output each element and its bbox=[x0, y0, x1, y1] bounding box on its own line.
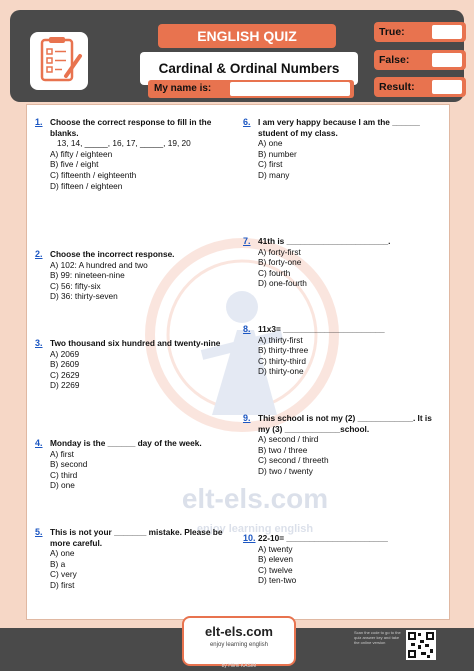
option-a[interactable]: A) first bbox=[50, 448, 74, 459]
option-a[interactable]: A) one bbox=[50, 548, 75, 559]
question-9 bbox=[243, 413, 441, 477]
option-d[interactable]: D) 2269 bbox=[50, 380, 80, 391]
option-a[interactable]: A) thirty-first bbox=[258, 334, 303, 345]
name-row bbox=[148, 80, 354, 98]
true-score-row bbox=[374, 22, 466, 42]
option-a[interactable]: A) fifty / eighteen bbox=[50, 148, 113, 159]
question-sequence: 13, 14, _____, 16, 17, _____, 19, 20 bbox=[57, 138, 191, 149]
option-d[interactable]: D) many bbox=[258, 169, 290, 180]
option-b[interactable]: B) 99: nineteen-nine bbox=[50, 270, 125, 281]
footer-note: Scan the code to go to the quiz answer key and take the online version bbox=[354, 630, 401, 645]
result-score-input[interactable] bbox=[432, 80, 462, 94]
option-a[interactable]: A) second / third bbox=[258, 434, 319, 445]
option-b[interactable]: B) two / three bbox=[258, 444, 308, 455]
option-d[interactable]: D) one bbox=[50, 480, 75, 491]
question-stem: 11x3= ______________________ bbox=[258, 324, 385, 334]
qr-code-icon[interactable] bbox=[406, 630, 436, 660]
true-score-input[interactable] bbox=[432, 25, 462, 39]
false-score-row bbox=[374, 50, 466, 70]
question-4 bbox=[35, 438, 235, 491]
footer-author: by Hilmi KASIM bbox=[221, 663, 257, 669]
question-2 bbox=[35, 249, 235, 302]
false-label: False: bbox=[379, 54, 410, 66]
option-d[interactable]: D) 36: thirty-seven bbox=[50, 291, 118, 302]
question-stem: Choose the correct response to fill in the blanks. bbox=[50, 117, 212, 138]
option-c[interactable]: C) third bbox=[50, 469, 78, 480]
option-a[interactable]: A) 102: A hundred and two bbox=[50, 259, 148, 270]
option-c[interactable]: C) fourth bbox=[258, 267, 291, 278]
question-3 bbox=[35, 338, 221, 391]
option-b[interactable]: B) thirty-three bbox=[258, 345, 309, 356]
option-d[interactable]: D) thirty-one bbox=[258, 366, 304, 377]
question-stem: This is not your _______ mistake. Please be more careful. bbox=[50, 527, 223, 548]
quiz-title: ENGLISH QUIZ bbox=[158, 24, 336, 48]
footer-tagline: enjoy learning english bbox=[209, 642, 269, 648]
question-stem: Choose the incorrect response. bbox=[50, 249, 175, 259]
question-number: 1. bbox=[35, 117, 43, 127]
option-d[interactable]: D) one-fourth bbox=[258, 278, 307, 289]
option-c[interactable]: C) twelve bbox=[258, 564, 293, 575]
question-number: 4. bbox=[35, 438, 43, 448]
option-a[interactable]: A) forty-first bbox=[258, 246, 301, 257]
question-stem: 22-10= ______________________ bbox=[258, 533, 388, 543]
option-c[interactable]: C) fifteenth / eighteenth bbox=[50, 169, 137, 180]
question-stem: 41th is ______________________. bbox=[258, 236, 391, 246]
name-input[interactable] bbox=[230, 82, 350, 96]
option-b[interactable]: B) five / eight bbox=[50, 159, 99, 170]
option-b[interactable]: B) number bbox=[258, 148, 297, 159]
footer-logo[interactable] bbox=[182, 616, 296, 666]
option-b[interactable]: B) forty-one bbox=[258, 257, 302, 268]
option-a[interactable]: A) twenty bbox=[258, 543, 293, 554]
true-label: True: bbox=[379, 26, 405, 38]
question-1 bbox=[35, 117, 235, 191]
question-number: 8. bbox=[243, 324, 251, 334]
question-6 bbox=[243, 117, 441, 181]
result-score-row bbox=[374, 77, 466, 97]
option-b[interactable]: B) a bbox=[50, 558, 66, 569]
question-stem: Monday is the ______ day of the week. bbox=[50, 438, 202, 448]
question-8 bbox=[243, 324, 441, 377]
result-label: Result: bbox=[379, 81, 415, 93]
option-d[interactable]: D) ten-two bbox=[258, 575, 297, 586]
question-10 bbox=[243, 533, 441, 586]
false-score-input[interactable] bbox=[432, 53, 462, 67]
question-number: 10. bbox=[243, 533, 256, 543]
option-a[interactable]: A) one bbox=[258, 138, 283, 149]
quiz-subtitle: Cardinal & Ordinal Numbers bbox=[140, 52, 358, 85]
option-d[interactable]: D) two / twenty bbox=[258, 465, 313, 476]
question-7 bbox=[243, 236, 441, 289]
option-b[interactable]: B) second bbox=[50, 459, 88, 470]
option-d[interactable]: D) fifteen / eighteen bbox=[50, 180, 123, 191]
option-b[interactable]: B) eleven bbox=[258, 554, 294, 565]
option-c[interactable]: C) 2629 bbox=[50, 369, 80, 380]
option-a[interactable]: A) 2069 bbox=[50, 348, 80, 359]
watermark-site: elt-els.com bbox=[181, 483, 329, 514]
option-c[interactable]: C) very bbox=[50, 569, 77, 580]
question-sheet bbox=[26, 104, 450, 620]
option-c[interactable]: C) thirty-third bbox=[258, 355, 306, 366]
question-number: 2. bbox=[35, 249, 43, 259]
option-d[interactable]: D) first bbox=[50, 579, 75, 590]
question-5 bbox=[35, 527, 227, 591]
quiz-clipboard-icon bbox=[30, 32, 88, 90]
watermark-tagline: enjoy learning english bbox=[196, 523, 314, 535]
option-b[interactable]: B) 2609 bbox=[50, 359, 80, 370]
question-stem: I am very happy because I am the ______ student of my class. bbox=[258, 117, 420, 138]
question-number: 6. bbox=[243, 117, 251, 127]
option-c[interactable]: C) second / threeth bbox=[258, 455, 329, 466]
question-number: 7. bbox=[243, 236, 251, 246]
question-number: 5. bbox=[35, 527, 43, 537]
question-number: 3. bbox=[35, 338, 43, 348]
name-label: My name is: bbox=[154, 83, 212, 94]
question-stem: This school is not my (2) ____________. It is my (3) ____________school. bbox=[258, 413, 432, 434]
option-c[interactable]: C) first bbox=[258, 159, 283, 170]
question-number: 9. bbox=[243, 413, 251, 423]
option-c[interactable]: C) 56: fifty-six bbox=[50, 280, 101, 291]
footer-site: elt-els.com bbox=[205, 624, 273, 639]
question-stem: Two thousand six hundred and twenty-nine bbox=[50, 338, 221, 348]
